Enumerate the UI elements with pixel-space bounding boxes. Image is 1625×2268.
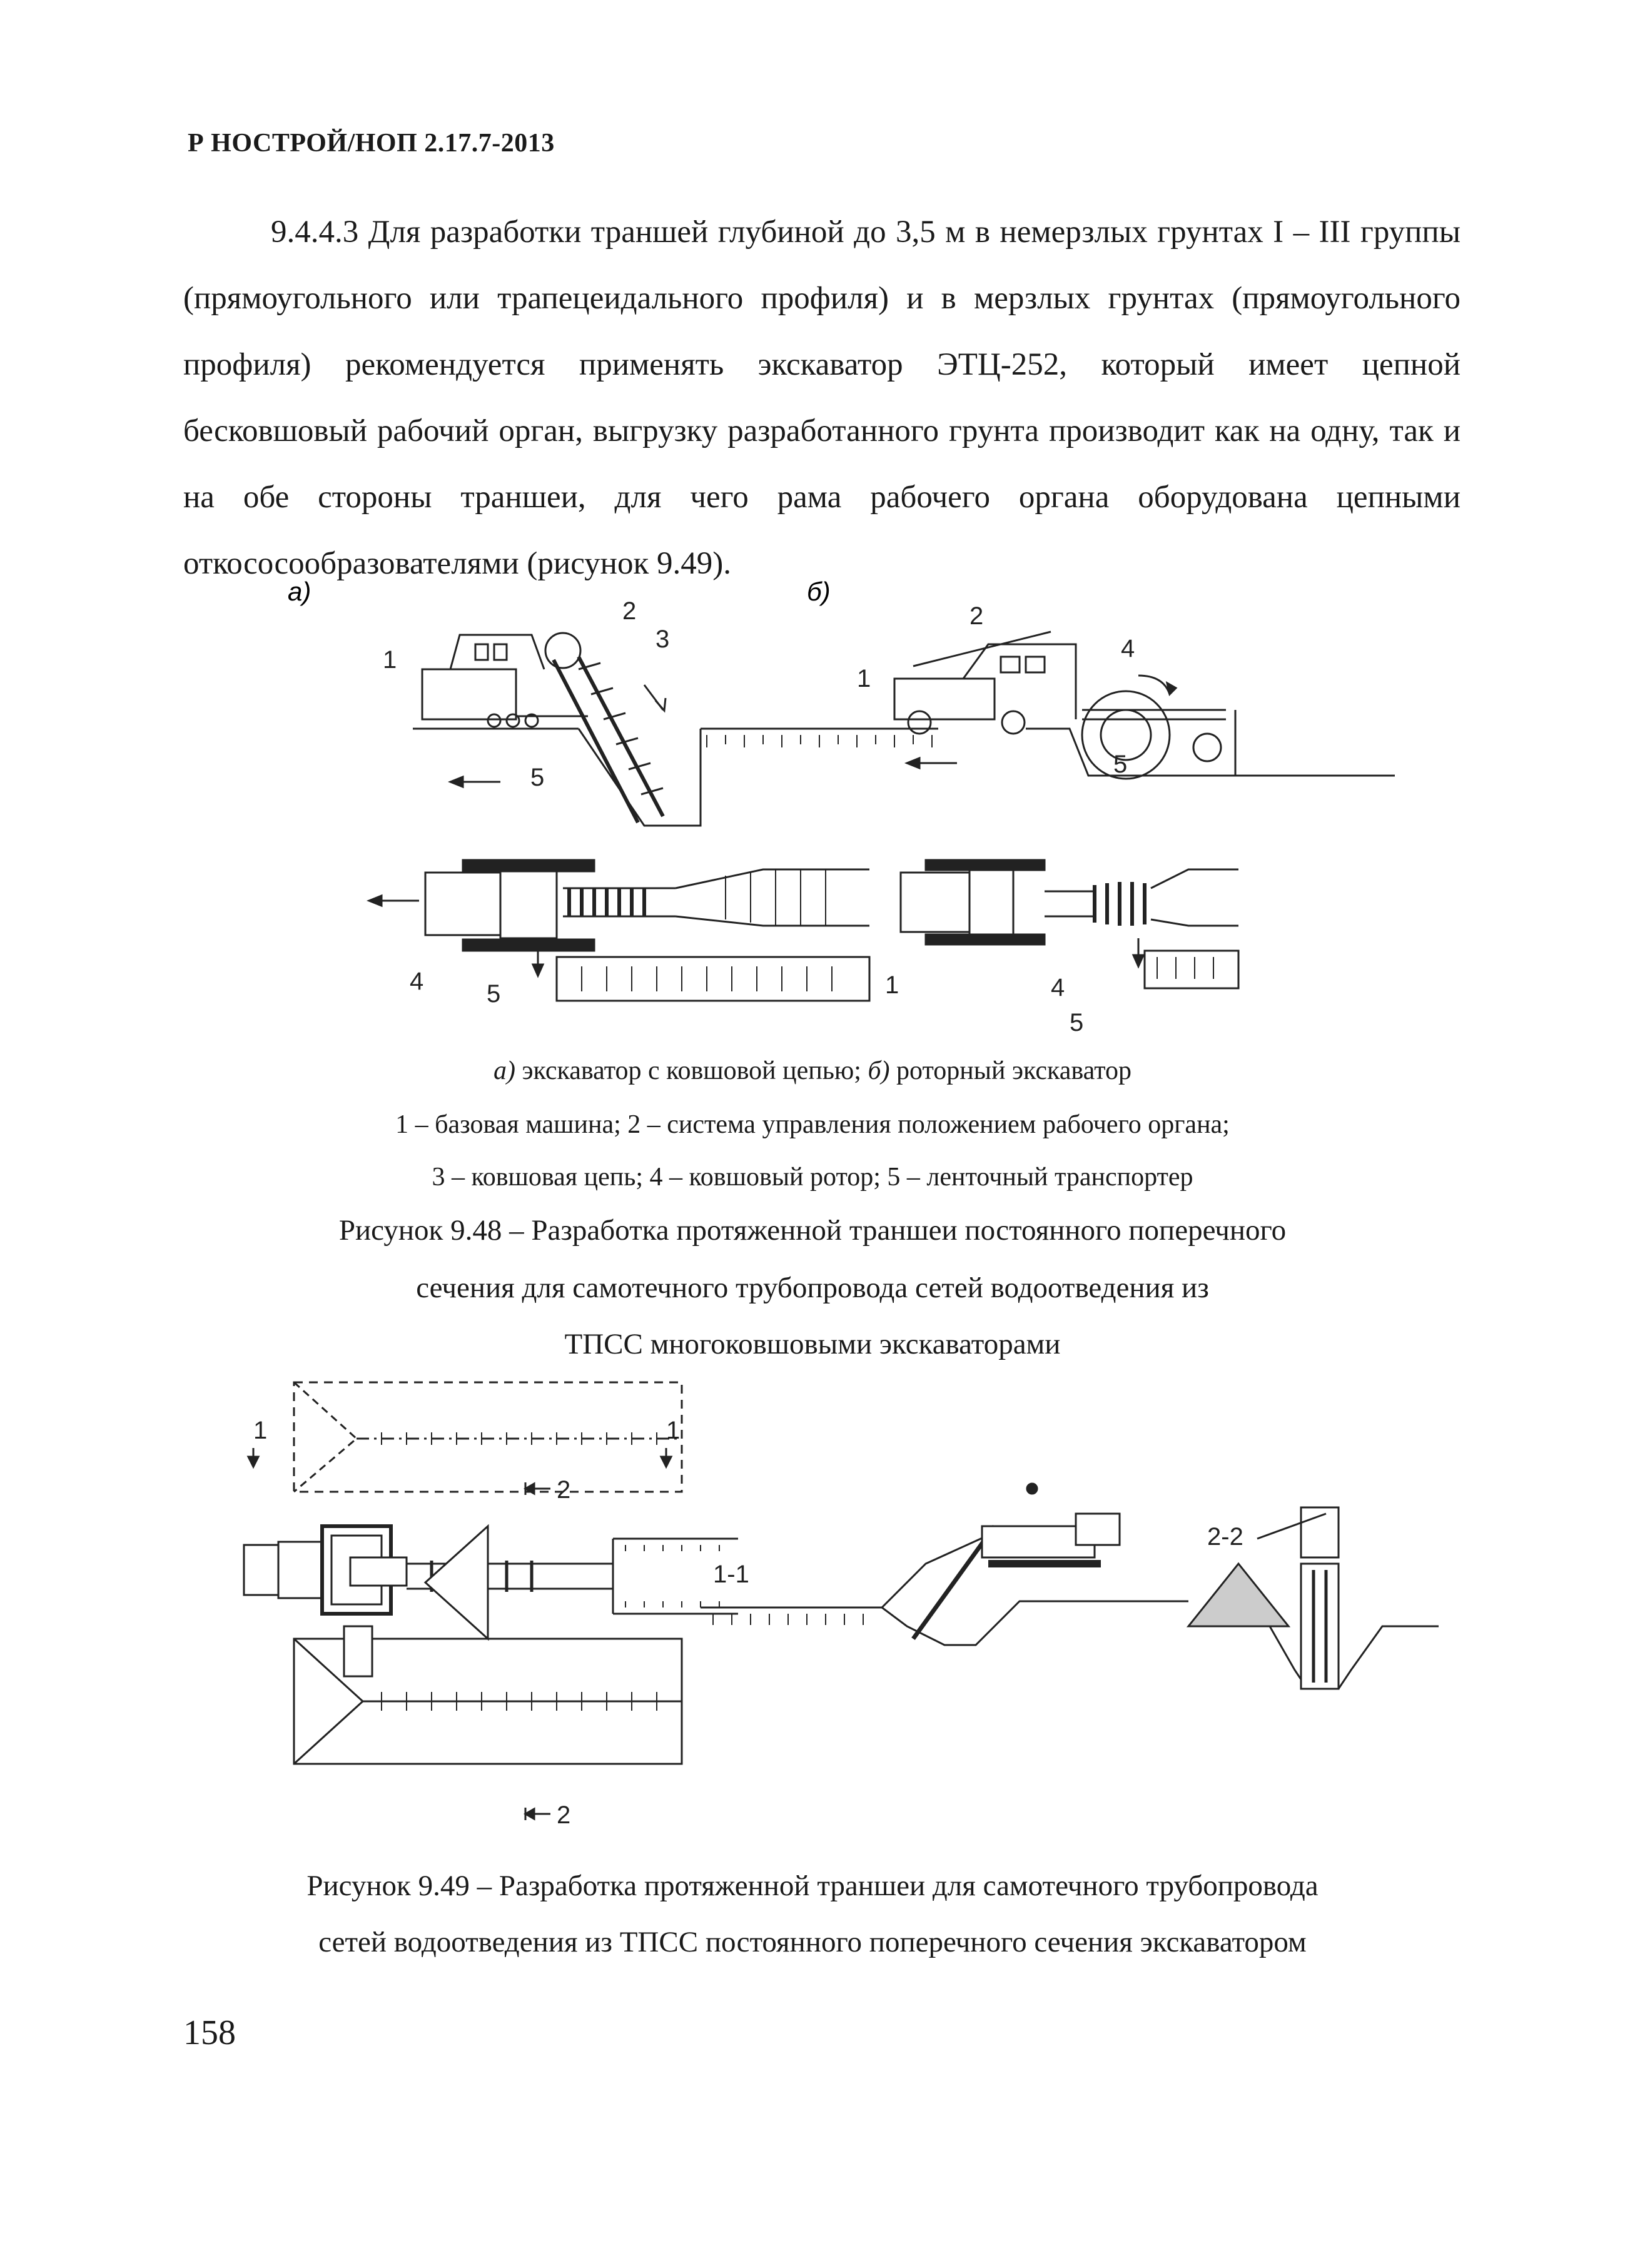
section-1-1 xyxy=(701,1484,1188,1645)
panel-b-num-5-plan: 5 xyxy=(1070,1009,1084,1036)
figure-9-48-legend-line-2: 3 – ковшовая цепь; 4 – ковшовый ротор; 5 – ленточный транспортер xyxy=(432,1163,1193,1192)
panel-a-side-view xyxy=(413,633,938,826)
plan-label-2-top: 2 xyxy=(557,1476,571,1504)
figure-9-48-title-line-3: ТПСС многоковшовыми экскаваторами xyxy=(564,1328,1061,1360)
subcaption-a-text: экскаватор с ковшовой цепью; xyxy=(515,1056,868,1085)
subcaption-b-text: роторный экскаватор xyxy=(889,1056,1132,1085)
panel-a-num-5-top: 5 xyxy=(530,764,545,791)
plan-label-2-bottom: 2 xyxy=(557,1801,571,1829)
panel-a-num-4-plan: 4 xyxy=(410,968,424,995)
panel-a-num-2: 2 xyxy=(622,597,637,625)
figure-9-48-title-line-1: Рисунок 9.48 – Разработка протяженной траншеи постоянного поперечного xyxy=(338,1214,1287,1247)
page-number: 158 xyxy=(183,2013,236,2052)
figure-9-48-legend-line-1: 1 – базовая машина; 2 – система управления положением рабочего органа; xyxy=(395,1110,1230,1139)
paragraph-text: 9.4.4.3 Для разработки траншей глубиной до 3,5 м в немерзлых грунтах I – III группы (прямоугольного или трапецеидального профиля) и в мерзлых грунтах (прямоугольного профиля) рекомендуется применять экскаватор ЭТЦ-252, который имеет цепной бесковшовый рабочий орган, выгрузку разработанного грунта производит как на одну, так и на обе стороны траншеи, для чего рама рабочего органа оборудована цепными откососообразователями (рисунок 9.49). xyxy=(183,215,1460,581)
panel-a-label: а) xyxy=(288,577,311,606)
figure-9-48-subcaption xyxy=(0,1056,1625,1086)
panel-b-side-view xyxy=(894,632,1395,779)
panel-b-num-4: 4 xyxy=(1121,635,1135,662)
figure-9-49-title-line-2: сетей водоотведения из ТПСС постоянного поперечного сечения экскаватором xyxy=(318,1926,1307,1958)
panel-b-num-5-top: 5 xyxy=(1113,751,1128,778)
plan-label-1-left: 1 xyxy=(253,1417,268,1444)
panel-b-num-1: 1 xyxy=(857,665,871,692)
subcaption-b-marker: б) xyxy=(868,1056,890,1085)
panel-b-plan-view xyxy=(901,860,1238,988)
body-paragraph xyxy=(183,199,1460,597)
section-1-1-label: 1-1 xyxy=(713,1561,749,1588)
figure-9-48-title-line-2: сечения для самотечного трубопровода сетей водоотведения из xyxy=(416,1272,1209,1304)
figure-9-49-title-line-1: Рисунок 9.49 – Разработка протяженной траншеи для самотечного трубопровода xyxy=(306,1870,1319,1902)
figure-9-49-drawing xyxy=(213,1376,1451,1851)
subcaption-a-marker: а) xyxy=(493,1056,515,1085)
panel-b-num-2: 2 xyxy=(969,602,984,630)
figure-9-48-drawing xyxy=(238,575,1395,1051)
panel-a-num-5-plan: 5 xyxy=(487,980,501,1008)
section-2-2-label: 2-2 xyxy=(1207,1523,1243,1551)
panel-b-label: б) xyxy=(807,577,831,606)
plan-label-1-right: 1 xyxy=(666,1417,681,1444)
panel-b-num-4-plan: 4 xyxy=(1051,974,1065,1001)
document-code-header: Р НОСТРОЙ/НОП 2.17.7-2013 xyxy=(188,129,555,158)
panel-a-num-1: 1 xyxy=(383,646,397,674)
panel-a-num-3: 3 xyxy=(656,625,670,653)
plan-view xyxy=(244,1382,738,1820)
panel-b-num-1-plan: 1 xyxy=(885,971,899,999)
panel-a-plan-view xyxy=(369,860,869,1001)
